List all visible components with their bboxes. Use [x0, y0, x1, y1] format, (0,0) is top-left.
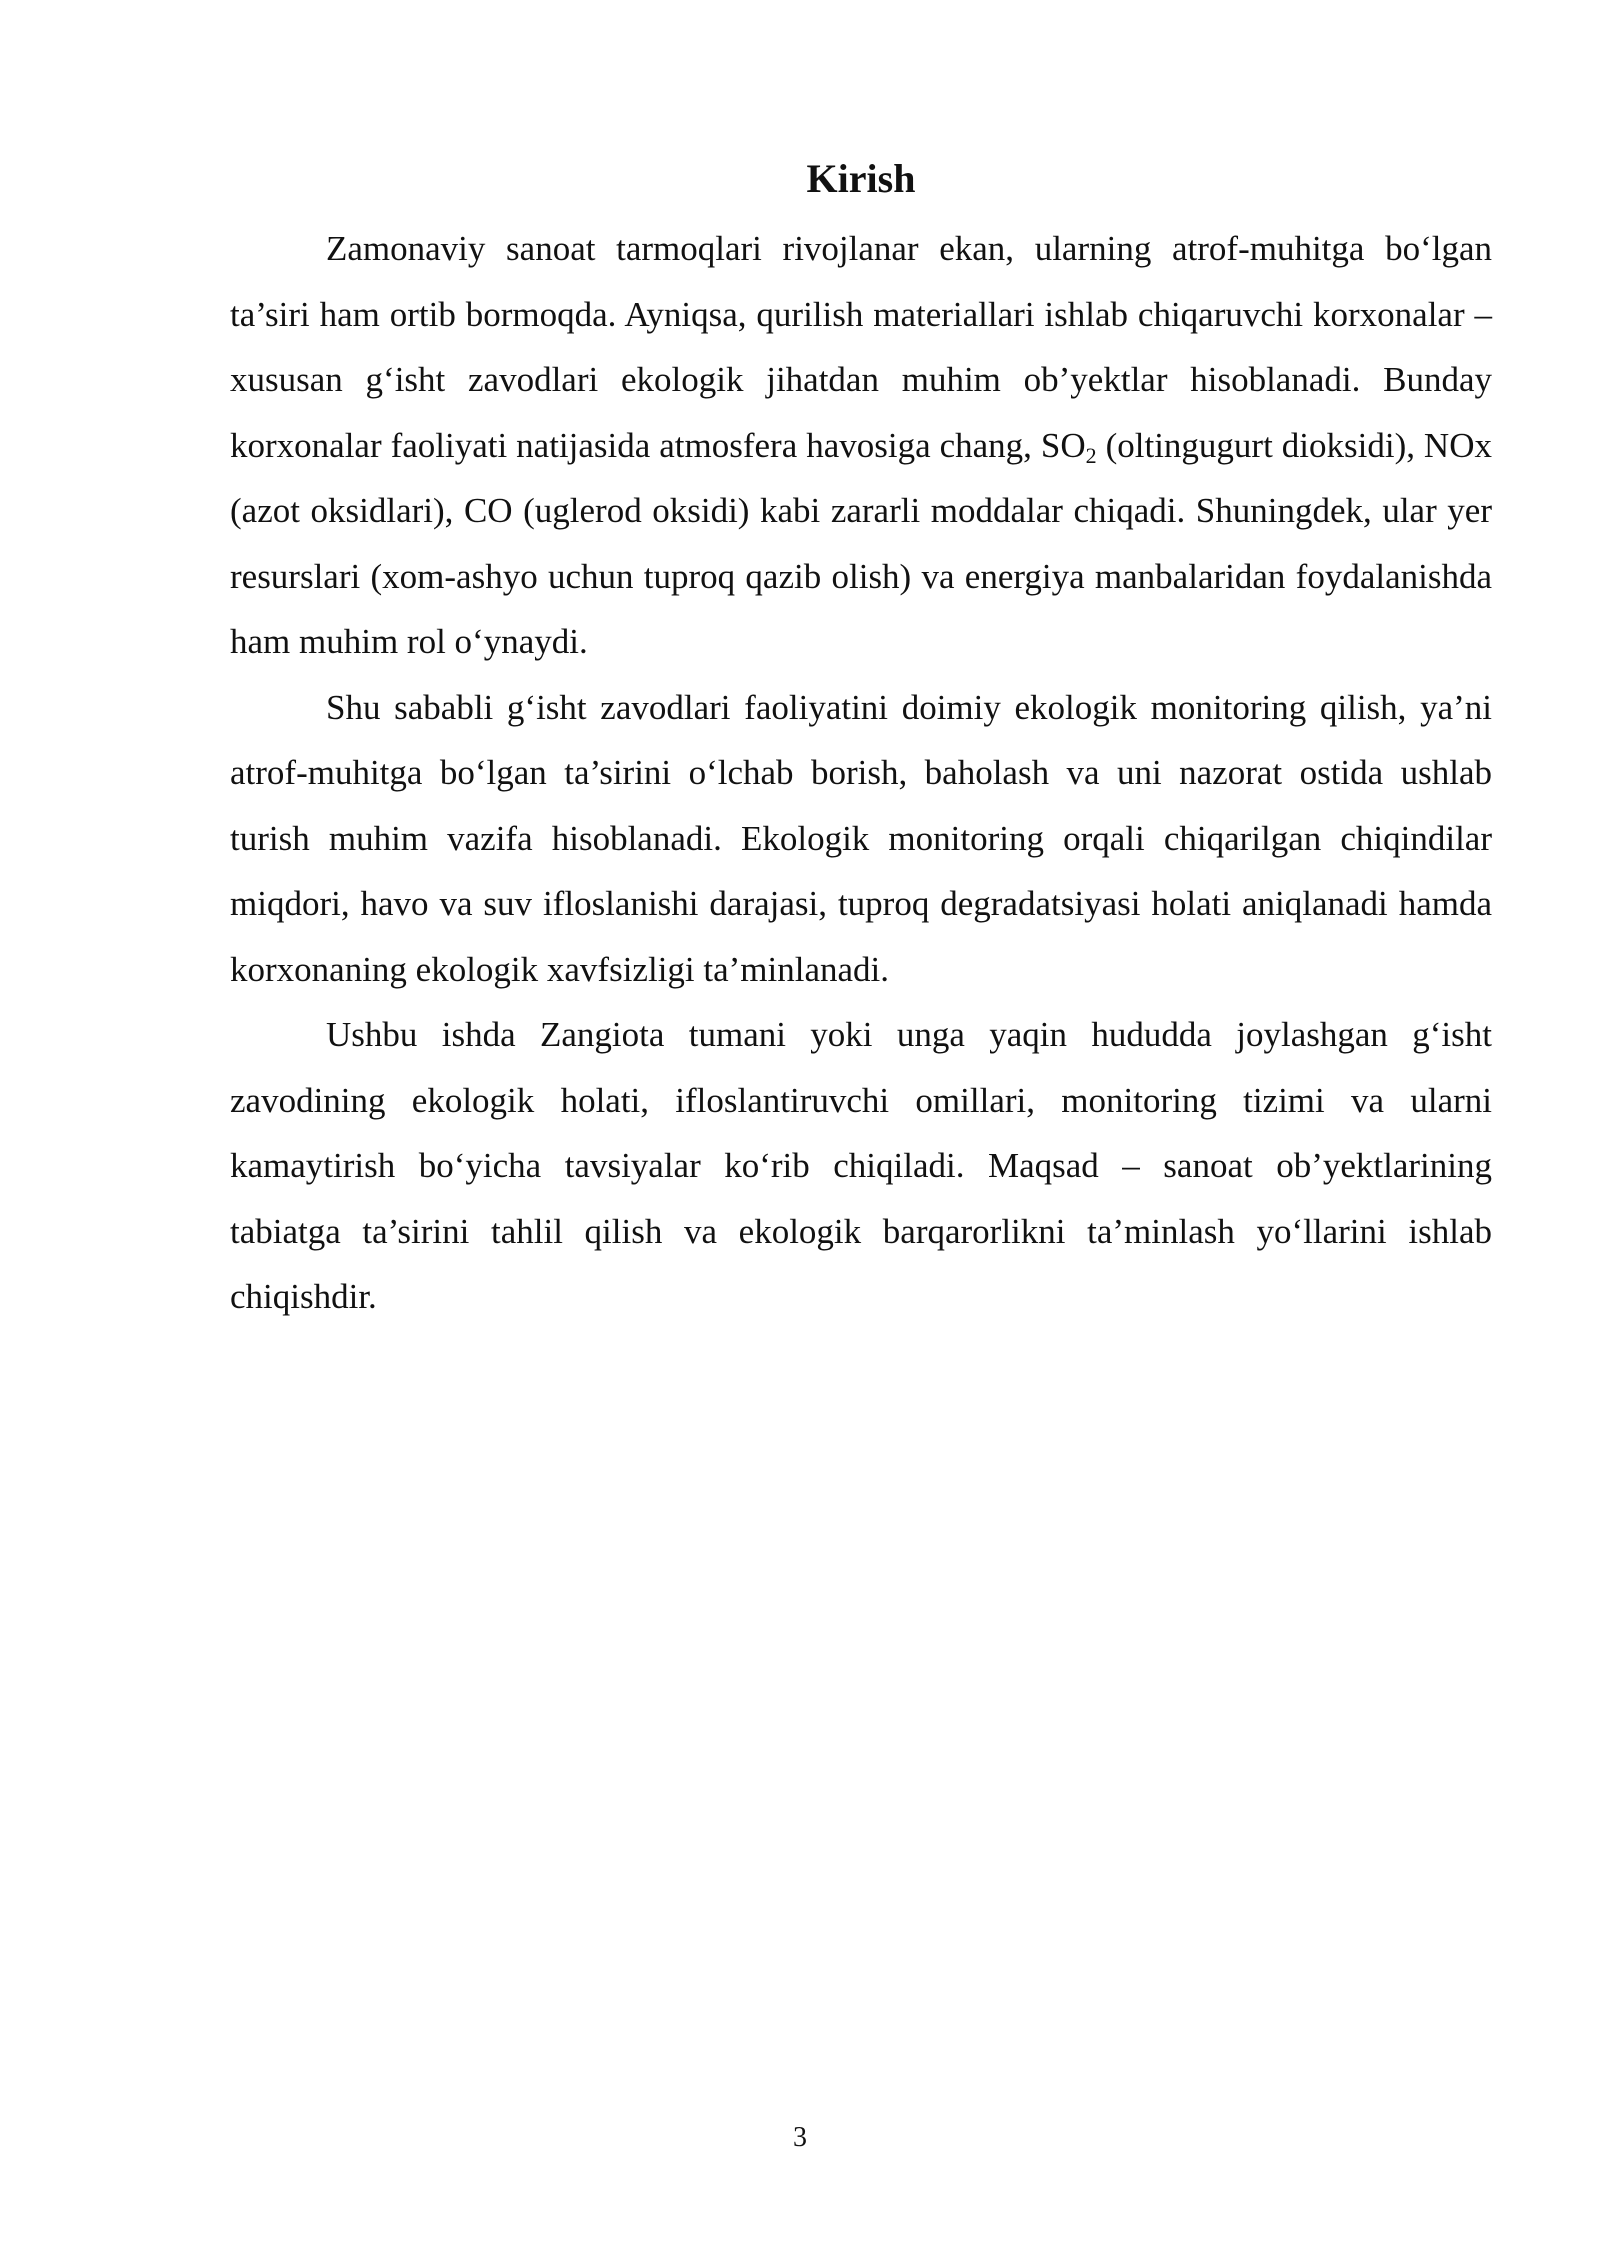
- paragraph-1-text-end: (oltingugurt dioksidi), NOx (azot oksidlari), CO (uglerod oksidi) kabi zararli moddalar chiqadi. Shuningdek, ular yer resurslari (xom-ashyo uchun tuproq qazib olish) va energiya manbalaridan foydalanishda ham muhim rol o‘ynaydi.: [230, 425, 1492, 661]
- paragraph-2: Shu sababli g‘isht zavodlari faoliyatini doimiy ekologik monitoring qilish, ya’ni atrof-muhitga bo‘lgan ta’sirini o‘lchab borish, baholash va uni nazorat ostida ushlab turish muhim vazifa hisoblanadi. Ekologik monitoring orqali chiqarilgan chiqindilar miqdori, havo va suv ifloslanishi darajasi, tuproq degradatsiyasi holati aniqlanadi hamda korxonaning ekologik xavfsizligi ta’minlanadi.: [230, 687, 1492, 989]
- page-content: [230, 148, 1492, 1330]
- page-number: 3: [793, 2122, 807, 2153]
- paragraph-1-text-start: Zamonaviy sanoat tarmoqlari rivojlanar ekan, ularning atrof-muhitga bo‘lgan ta’siri ham ortib bormoqda. Ayniqsa, qurilish materiallari ishlab chiqaruvchi korxonalar – xususan g‘isht zavodlari ekologik jihatdan muhim ob’yektlar hisoblanadi. Bunday korxonalar faoliyati natijasida atmosfera havosiga chang, SO: [230, 229, 1492, 465]
- so2-subscript: 2: [1085, 442, 1097, 468]
- paragraph-3: Ushbu ishda Zangiota tumani yoki unga yaqin hududda joylashgan g‘isht zavodining ekologik holati, ifloslantiruvchi omillari, monitoring tizimi va ularni kamaytirish bo‘yicha tavsiyalar ko‘rib chiqiladi. Maqsad – sanoat ob’yektlarining tabiatga ta’sirini tahlil qilish va ekologik barqarorlikni ta’minlash yo‘llarini ishlab chiqishdir.: [230, 1015, 1492, 1316]
- section-title: Kirish: [806, 156, 916, 201]
- paragraph-1: [230, 216, 1492, 675]
